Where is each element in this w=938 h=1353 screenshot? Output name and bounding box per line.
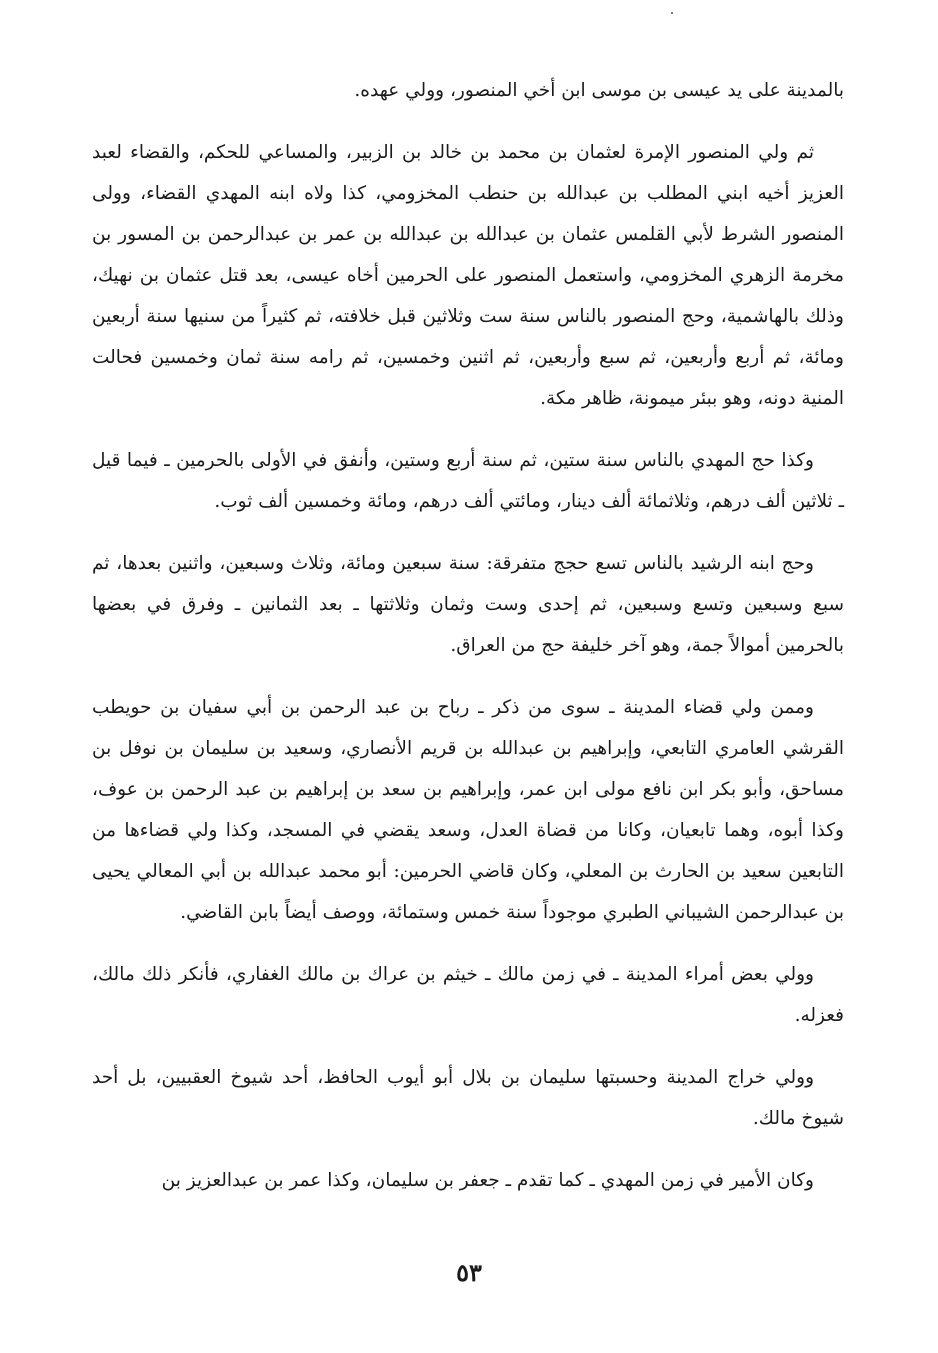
scan-speck xyxy=(671,12,673,14)
paragraph-1: بالمدينة على يد عيسى بن موسى ابن أخي المنصور، وولي عهده. xyxy=(354,80,844,101)
paragraph-2: ثم ولي المنصور الإمرة لعثمان بن محمد بن خالد بن الزبير، والمساعي للحكم، والقضاء لعبد العزيز أخيه ابني المطلب بن عبدالله بن حنطب المخزومي، كذا ولاه ابنه المهدي القضاء، وولى المنصور الشرط لأبي القلمس عثمان بن عبدالله بن عبدالله بن عمر بن عبدالرحمن بن المسور بن مخرمة الزهري المخزومي، واستعمل المنصور على الحرمين أخاه عيسى، بعد قتل عثمان بن نهيك، وذلك بالهاشمية، وحج المنصور بالناس سنة ست وثلاثين قبل خلافته، ثم كثيراً من سنيها سنة أربعين ومائة، ثم أربع وأربعين، ثم سبع وأربعين، ثم اثنين وخمسين، ثم رامه سنة ثمان وخمسين فحالت المنية دونه، وهو ببئر ميمونة، ظاهر مكة. xyxy=(92,142,844,409)
paragraph-8: وكان الأمير في زمن المهدي ـ كما تقدم ـ جعفر بن سليمان، وكذا عمر بن عبدالعزيز بن xyxy=(161,1170,814,1191)
paragraph-4: وحج ابنه الرشيد بالناس تسع حجج متفرقة: سنة سبعين ومائة، وثلاث وسبعين، واثنين بعدها، ثم سبع وسبعين وتسع وسبعين، ثم إحدى وست وثمان وثلاثتها ـ بعد الثمانين ـ وفرق في بعضها بالحرمين أموالاً جمة، وهو آخر خليفة حج من العراق. xyxy=(92,553,844,656)
page-number: ٥٣ xyxy=(456,1258,482,1287)
paragraph-6: وولي بعض أمراء المدينة ـ في زمن مالك ـ خيثم بن عراك بن مالك الغفاري، فأنكر ذلك مالك، فعزله. xyxy=(92,964,844,1026)
paragraph-5: وممن ولي قضاء المدينة ـ سوى من ذكر ـ رباح بن عبد الرحمن بن أبي سفيان بن حويطب القرشي العامري التابعي، وإبراهيم بن عبدالله بن قريم الأنصاري، وسعيد بن سليمان بن نوفل بن مساحق، وأبو بكر ابن نافع مولى ابن عمر، وإبراهيم بن سعد بن إبراهيم بن عبد الرحمن بن عوف، وكذا أبوه، وهما تابعيان، وكانا من قضاة العدل، وسعد يقضي في المسجد، وكذا ولي قضاءها من التابعين سعيد بن الحارث بن المعلي، وكان قاضي الحرمين: أبو محمد عبدالله بن أبي المعالي يحيى بن عبدالرحمن الشيباني الطبري موجوداً سنة خمس وستمائة، ووصف أيضاً بابن القاضي. xyxy=(92,697,844,923)
page-body xyxy=(92,70,844,1270)
paragraph-3: وكذا حج المهدي بالناس سنة ستين، ثم سنة أربع وستين، وأنفق في الأولى بالحرمين ـ فيما قيل ـ ثلاثين ألف درهم، وثلاثمائة ألف دينار، ومائتي ألف درهم، ومائة وخمسين ألف ثوب. xyxy=(92,450,844,512)
paragraph-7: وولي خراج المدينة وحسبتها سليمان بن بلال أبو أيوب الحافظ، أحد شيوخ العقبيين، بل أحد شيوخ مالك. xyxy=(92,1067,844,1129)
